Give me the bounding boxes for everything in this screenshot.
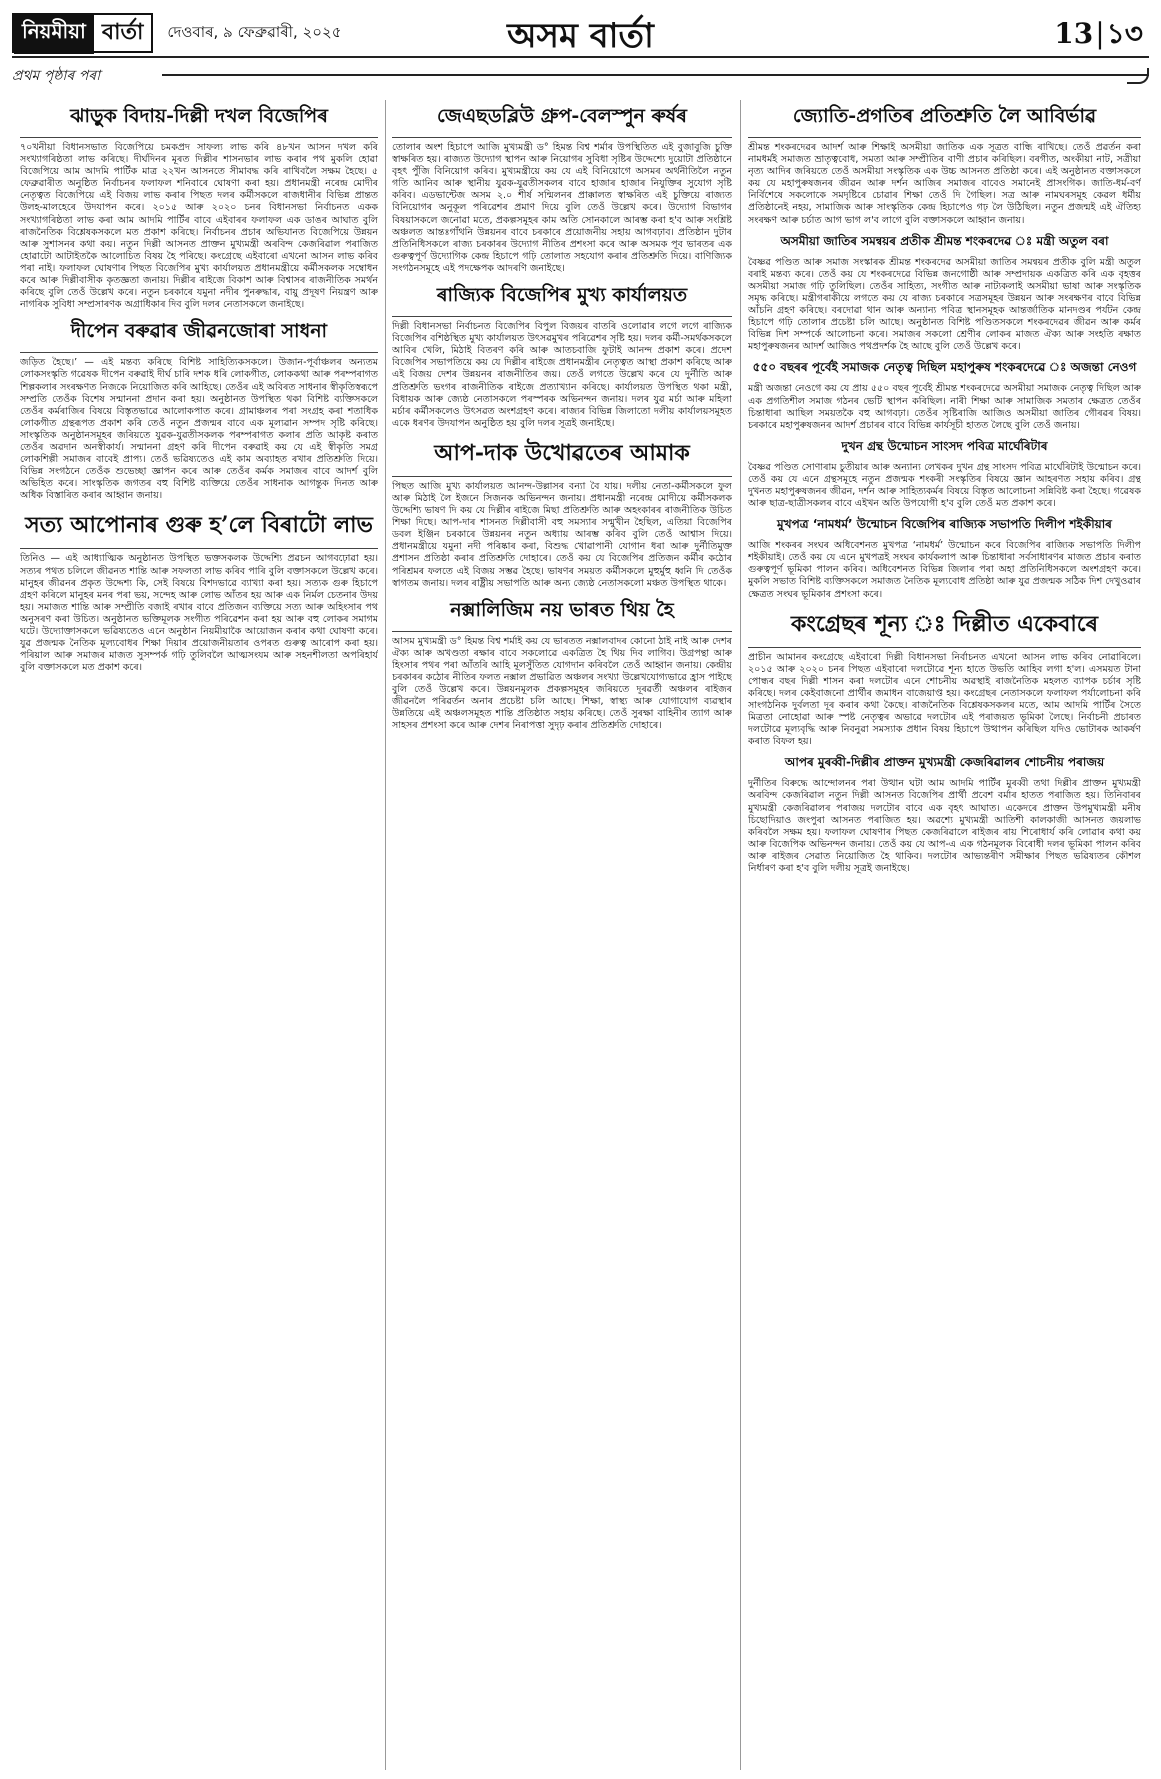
article-subheading: মুখপত্ৰ ‘নামধৰ্ম’ উন্মোচন বিজেপিৰ ৰাজ্যিক সভাপতি দিলীপ শইকীয়াৰ bbox=[777, 517, 1112, 532]
article-body: আজি শংকৰৰ সংঘৰ অধিবেশনত মুখপত্ৰ ‘নামধৰ্ম’ উন্মোচন কৰে বিজেপিৰ ৰাজ্যিক সভাপতি দিলীপ শইকীয়াই। তেওঁ কয় যে এনে মুখপত্ৰই সংঘৰ কাৰ্যকলাপ আৰু চিন্তাধাৰা সৰ্বসাধাৰণৰ মাজত প্ৰচাৰ কৰাত গুৰুত্বপূৰ্ণ ভূমিকা পালন কৰিব। অধিবেশনত বিভিন্ন জিলাৰ পৰা অহা প্ৰতিনিধিসকলে অংশগ্ৰহণ কৰে। মুকলি সভাত বিশিষ্ট ব্যক্তিসকলে সমাজত নৈতিক মূল্যবোধ প্ৰতিষ্ঠা আৰু যুৱ প্ৰজন্মক সঠিক দিশ দেখুওৱাৰ ক্ষেত্ৰত সংঘৰ ভূমিকাৰ প্ৰশংসা কৰে। bbox=[748, 540, 1141, 600]
page-number: 13|১৩ bbox=[1054, 17, 1143, 50]
column-divider bbox=[385, 100, 386, 1770]
logo-right-text: বাৰ্তা bbox=[101, 18, 144, 45]
article-headline: ৰাজ্যিক বিজেপিৰ মুখ্য কাৰ্যালয়ত bbox=[392, 281, 732, 317]
article-body: বৈষ্ণৱ পণ্ডিত সোণাৰাম চুতীয়াৰ আৰু অন্যান্য লেখকৰ দুখন গ্ৰন্থ সাংসদ পবিত্ৰ মাৰ্ঘেৰিটাই উন্মোচন কৰে। তেওঁ কয় যে এনে গ্ৰন্থসমূহে নতুন প্ৰজন্মক শংকৰী সংস্কৃতিৰ বিষয়ে জ্ঞান আহৰণত সহায় কৰিব। গ্ৰন্থ দুখনত মহাপুৰুষজনৰ জীৱন, দৰ্শন আৰু সাহিত্যকৰ্মৰ বিষয়ে বিস্তৃত আলোচনা সন্নিবিষ্ট কৰা হৈছে। গৱেষক আৰু ছাত্ৰ-ছাত্ৰীসকলৰ বাবে এইখন অতি উপযোগী হ'ব বুলি তেওঁ মত প্ৰকাশ কৰে। bbox=[748, 461, 1141, 510]
article-body: ৭০খনীয়া বিধানসভাত বিজেপিয়ে চমকপ্ৰদ সাফল্য লাভ কৰি ৪৮খন আসন দখল কৰি সংখ্যাগৰিষ্ঠতা লাভ কৰিছে। দীৰ্ঘদিনৰ মূৰত দিল্লীৰ শাসনভাৰ লাভ কৰাৰ পথ মুকলি হোৱা বিজেপিয়ে আম আদমি পাৰ্টিক মাত্ৰ ২২খন আসনতে সীমাবদ্ধ কৰি ৰাখিবলৈ সক্ষম হৈছে। ৫ ফেব্ৰুৱাৰীত অনুষ্ঠিত নিৰ্বাচনৰ ফলাফল শনিবাৰে ঘোষণা কৰা হয়। প্ৰধানমন্ত্ৰী নৰেন্দ্ৰ মোদীৰ নেতৃত্বত বিজেপিয়ে এই বিজয় লাভ কৰাৰ পিছত দলৰ কৰ্মীসকলে ৰাজধানীৰ বিভিন্ন প্ৰান্তত উলহ-মালহেৰে উদযাপন কৰে। ২০১৫ আৰু ২০২০ চনৰ বিধানসভা নিৰ্বাচনত একক সংখ্যাগৰিষ্ঠতা লাভ কৰা আম আদমি পাৰ্টিৰ বাবে এইবাৰৰ ফলাফল এক ডাঙৰ আঘাত বুলি ৰাজনৈতিক বিশ্লেষকসকলে মত প্ৰকাশ কৰিছে। নিৰ্বাচনৰ প্ৰচাৰ অভিযানত বিজেপিয়ে উন্নয়ন আৰু সুশাসনৰ কথা কয়। নতুন দিল্লী আসনত প্ৰাক্তন মুখ্যমন্ত্ৰী অৰবিন্দ কেজৰিৱাল পৰাজিত হোৱাটো আটাইতকৈ আলোচিত বিষয় হৈ পৰিছে। কংগ্ৰেছে এইবাৰো এখনো আসন লাভ কৰিব পৰা নাই। ফলাফল ঘোষণাৰ পিছত বিজেপিৰ মুখ্য কাৰ্যালয়ত প্ৰধানমন্ত্ৰীয়ে কৰ্মীসকলক সম্বোধন কৰে আৰু দিল্লীবাসীক কৃতজ্ঞতা জনায়। দিল্লীৰ ৰাইজে বিকাশ আৰু বিশ্বাসৰ ৰাজনীতিক সমৰ্থন কৰিছে বুলি তেওঁ উল্লেখ কৰে। নতুন চৰকাৰে যমুনা নদীৰ পুনৰুদ্ধাৰ, বায়ু প্ৰদূষণ নিয়ন্ত্ৰণ আৰু নাগৰিক সুবিধা সম্প্ৰসাৰণক অগ্ৰাধিকাৰ দিব বুলি দলৰ নেতাসকলে জনাইছে। bbox=[20, 142, 378, 311]
continuation-label: প্ৰথম পৃষ্ঠাৰ পৰা bbox=[12, 68, 101, 84]
article-body: দিল্লী বিধানসভা নিৰ্বাচনত বিজেপিৰ বিপুল বিজয়ৰ বাতৰি ওলোৱাৰ লগে লগে ৰাজ্যিক বিজেপিৰ বশিষ্ঠস্থিত মুখ্য কাৰ্যালয়ত উৎসৱমুখৰ পৰিৱেশৰ সৃষ্টি হয়। দলৰ কৰ্মী-সমৰ্থকসকলে আবিৰ খেলি, মিঠাই বিতৰণ কৰি আৰু আতচবাজি ফুটাই আনন্দ প্ৰকাশ কৰে। প্ৰদেশ বিজেপিৰ সভাপতিয়ে কয় যে দিল্লীৰ ৰাইজে প্ৰধানমন্ত্ৰীৰ নেতৃত্বত আস্থা প্ৰকাশ কৰিছে আৰু এই বিজয় দেশৰ উন্নয়নৰ ৰাজনীতিৰ জয়। তেওঁ লগতে উল্লেখ কৰে যে দুৰ্নীতি আৰু প্ৰতিশ্ৰুতি ভংগৰ ৰাজনীতিক ৰাইজে প্ৰত্যাখ্যান কৰিছে। কাৰ্যালয়ত উপস্থিত থকা মন্ত্ৰী, বিধায়ক আৰু জ্যেষ্ঠ নেতাসকলে পৰস্পৰক অভিনন্দন জনায়। দলৰ যুৱ মৰ্চা আৰু মহিলা মৰ্চাৰ কৰ্মীসকলেও উৎসৱত অংশগ্ৰহণ কৰে। ৰাজ্যৰ বিভিন্ন জিলাতো দলীয় কাৰ্যালয়সমূহত একে ধৰণৰ উদযাপন অনুষ্ঠিত হয় বুলি দলৰ সূত্ৰই জনাইছে। bbox=[392, 321, 732, 429]
page-number-latin: 13 bbox=[1054, 17, 1094, 50]
article-headline: আপ-দাক উখোৱতেৰ আমাক bbox=[392, 436, 732, 477]
masthead bbox=[12, 10, 1149, 58]
article-body: প্ৰাচীন আমানৰ কংগ্ৰেছে এইবাৰো দিল্লী বিধানসভা নিৰ্বাচনত এখনো আসন লাভ কৰিব নোৱাৰিলে। ২০১৫ আৰু ২০২০ চনৰ পিছত এইবাৰো দলটোৱে শূন্য হাতে উভতি আহিব লগা হ'ল। এসময়ত টানা পোন্ধৰ বছৰ দিল্লী শাসন কৰা দলটোৰ এনে শোচনীয় অৱস্থাই ৰাজনৈতিক মহলত ব্যাপক চৰ্চাৰ সৃষ্টি কৰিছে। দলৰ কেইবাজনো প্ৰাৰ্থীৰ জমাধন বাজেয়াপ্ত হয়। কংগ্ৰেছৰ নেতাসকলে ফলাফল পৰ্যালোচনা কৰি সাংগঠনিক দুৰ্বলতা দূৰ কৰাৰ কথা কৈছে। ৰাজনৈতিক বিশ্লেষকসকলৰ মতে, আম আদমি পাৰ্টিৰ সৈতে মিত্ৰতা নোহোৱা আৰু স্পষ্ট নেতৃত্বৰ অভাৱে দলটোৰ এই পৰাজয়ত ভূমিকা লৈছে। নিৰ্বাচনী প্ৰচাৰত দলটোৱে মূল্যবৃদ্ধি আৰু নিবনুৱা সমস্যাক প্ৰধান বিষয় হিচাপে উত্থাপন কৰিছিল যদিও ভোটাৰক আকৰ্ষণ কৰাত বিফল হয়। bbox=[748, 651, 1141, 748]
article-headline: কংগ্ৰেছৰ শূন্য ঃ দিল্লীত একেবাৰে bbox=[748, 607, 1141, 648]
article-body: আসম মুখ্যমন্ত্ৰী ড° হিমন্ত বিশ্ব শৰ্মাই কয় যে ভাৰতত নক্সালবাদৰ কোনো ঠাই নাই আৰু দেশৰ ঐক্য আৰু অখণ্ডতা ৰক্ষাৰ বাবে সকলোৱে একত্ৰিত হৈ থিয় দিব লাগিব। উগ্ৰপন্থা আৰু হিংসাৰ পথৰ পৰা আঁতৰি আহি মূলসুঁতিত যোগদান কৰিবলৈ তেওঁ আহ্বান জনায়। কেন্দ্ৰীয় চৰকাৰৰ কঠোৰ নীতিৰ ফলত নক্সাল প্ৰভাৱিত অঞ্চলৰ সংখ্যা উল্লেখযোগ্যভাৱে হ্ৰাস পাইছে বুলি তেওঁ উল্লেখ কৰে। উন্নয়নমূলক প্ৰকল্পসমূহৰ জৰিয়তে দূৰৱৰ্তী অঞ্চলৰ ৰাইজৰ জীৱনলৈ পৰিৱৰ্তন অনাৰ প্ৰচেষ্টা চলি আছে। শিক্ষা, স্বাস্থ্য আৰু যোগাযোগ ব্যৱস্থাৰ উন্নতিয়ে এই অঞ্চলসমূহত শান্তি প্ৰতিষ্ঠাত সহায় কৰিছে। তেওঁ সুৰক্ষা বাহিনীৰ ত্যাগ আৰু সাহসৰ প্ৰশংসা কৰে আৰু দেশৰ নিৰাপত্তা সুদৃঢ় কৰাৰ প্ৰতিশ্ৰুতি দোহাৰে। bbox=[392, 635, 732, 732]
article-body: জড়িত হৈছে।’ — এই মন্তব্য কৰিছে বিশিষ্ট সাহিত্যিকসকলে। উজান-পূৰ্বাঞ্চলৰ অন্যতম লোকসংস্কৃতি গৱেষক দীপেন বৰুৱাই দীৰ্ঘ চাৰি দশক ধৰি লোকগীত, লোককথা আৰু পৰম্পৰাগত শিল্পকলাৰ সংৰক্ষণত নিজকে নিয়োজিত কৰি আহিছে। তেওঁৰ এই অবিৰত সাধনাৰ স্বীকৃতিস্বৰূপে সম্প্ৰতি তেওঁক বিশেষ সন্মাননা প্ৰদান কৰা হয়। অনুষ্ঠানত উপস্থিত থকা বিশিষ্ট ব্যক্তিসকলে তেওঁৰ কৰ্মৰাজিৰ বিষয়ে বিস্তৃতভাৱে আলোকপাত কৰে। গ্ৰামাঞ্চলৰ পৰা সংগ্ৰহ কৰা শতাধিক লোকগীত গ্ৰন্থৰূপত প্ৰকাশ কৰি তেওঁ নতুন প্ৰজন্মৰ বাবে এক মূল্যৱান সম্পদ সৃষ্টি কৰিছে। সাংস্কৃতিক অনুষ্ঠানসমূহৰ জৰিয়তে যুৱক-যুৱতীসকলক পৰম্পৰাগত কলাৰ প্ৰতি আকৃষ্ট কৰাত তেওঁৰ অৱদান অনস্বীকাৰ্য। সন্মাননা গ্ৰহণ কৰি দীপেন বৰুৱাই কয় যে এই স্বীকৃতি সমগ্ৰ লোকশিল্পী সমাজৰ বাবেই প্ৰাপ্য। তেওঁ ভৱিষ্যতেও এই কাম অব্যাহত ৰখাৰ প্ৰতিশ্ৰুতি দিয়ে। বিভিন্ন সংগঠনে তেওঁক শুভেচ্ছা জ্ঞাপন কৰে আৰু তেওঁৰ কৰ্মক সমাজৰ বাবে আদৰ্শ বুলি অভিহিত কৰে। সাংস্কৃতিক জগতৰ বহু বিশিষ্ট ব্যক্তিয়ে তেওঁৰ সাধনাক আগন্তুক দিনত আৰু অধিক বিস্তাৰিত কৰাৰ আহ্বান জনায়। bbox=[20, 357, 378, 502]
article-body: তোলাৰ অংশ হিচাপে আজি মুখ্যমন্ত্ৰী ড° হিমন্ত বিশ্ব শৰ্মাৰ উপস্থিতিত এই বুজাবুজি চুক্তি স্বাক্ষৰিত হয়। ৰাজ্যত উদ্যোগ স্থাপন আৰু নিয়োগৰ সুবিধা সৃষ্টিৰ উদ্দেশ্যে দুয়োটা প্ৰতিষ্ঠানে বৃহৎ পুঁজি বিনিয়োগ কৰিব। মুখ্যমন্ত্ৰীয়ে কয় যে এই বিনিয়োগে অসমৰ অৰ্থনীতিলৈ নতুন গতি আনিব আৰু স্থানীয় যুৱক-যুৱতীসকলৰ বাবে হাজাৰ হাজাৰ নিযুক্তিৰ সুযোগ সৃষ্টি কৰিব। এডভান্টেজ অসম ২.০ শীৰ্ষ সন্মিলনৰ প্ৰাক্কালত স্বাক্ষৰিত এই চুক্তিয়ে ৰাজ্যত বিনিয়োগৰ অনুকূল পৰিৱেশৰ প্ৰমাণ দিয়ে বুলি তেওঁ উল্লেখ কৰে। উদ্যোগ বিভাগৰ বিষয়াসকলে জনোৱা মতে, প্ৰকল্পসমূহৰ কাম অতি সোনকালে আৰম্ভ কৰা হ'ব আৰু সংশ্লিষ্ট অঞ্চলত আন্তঃগাঁথনি উন্নয়নৰ বাবে চৰকাৰে প্ৰয়োজনীয় সহায় আগবঢ়াব। প্ৰতিষ্ঠান দুটাৰ প্ৰতিনিধিসকলে ৰাজ্য চৰকাৰৰ উদ্যোগ নীতিৰ প্ৰশংসা কৰে আৰু অসমক পূব ভাৰতৰ এক গুৰুত্বপূৰ্ণ উদ্যোগিক কেন্দ্ৰ হিচাপে গঢ়ি তোলাত সহযোগ কৰাৰ প্ৰতিশ্ৰুতি দিয়ে। বাণিজ্যিক সংগঠনসমূহে এই পদক্ষেপক আদৰণি জনাইছে। bbox=[392, 142, 732, 274]
newspaper-logo bbox=[12, 13, 153, 53]
article-headline: নক্সালিজিম নয় ভাৰত থিয় হৈ bbox=[392, 596, 732, 632]
column-right bbox=[748, 100, 1141, 1770]
page-number-bengali: ১৩ bbox=[1106, 17, 1143, 50]
column-divider bbox=[740, 100, 741, 1770]
article-headline: জেএছডব্লিউ গ্ৰুপ-বেলস্পুন ৰুৰ্ষৰ bbox=[392, 102, 732, 138]
article-body: তিনিও — এই আধ্যাত্মিক অনুষ্ঠানত উপস্থিত ভক্তসকলক উদ্দেশ্যি প্ৰৱচন আগবঢ়োৱা হয়। সত্যৰ পথত চলিলে জীৱনত শান্তি আৰু সফলতা লাভ কৰিব পাৰি বুলি বক্তাসকলে উল্লেখ কৰে। মানুহৰ জীৱনৰ প্ৰকৃত উদ্দেশ্য কি, সেই বিষয়ে বিশদভাৱে ব্যাখ্যা কৰা হয়। সত্যক গুৰু হিচাপে গ্ৰহণ কৰিলে মানুহৰ মনৰ পৰা ভয়, সন্দেহ আৰু লোভ আঁতৰ হয় আৰু এক নিৰ্মল চেতনাৰ উদয় হয়। সমাজত শান্তি আৰু সম্প্ৰীতি বজাই ৰখাৰ বাবে প্ৰতিজন ব্যক্তিয়ে সত্য আৰু অহিংসাৰ পথ অনুসৰণ কৰা উচিত। অনুষ্ঠানত ভক্তিমূলক সংগীত পৰিৱেশন কৰা হয় আৰু বহু লোকৰ সমাগম ঘটে। উদ্যোক্তাসকলে ভৱিষ্যতেও এনে অনুষ্ঠান নিয়মীয়াকৈ আয়োজন কৰাৰ কথা ঘোষণা কৰে। যুৱ প্ৰজন্মক নৈতিক মূল্যবোধৰ শিক্ষা দিয়াৰ প্ৰয়োজনীয়তাৰ ওপৰত গুৰুত্ব আৰোপ কৰা হয়। পৰিয়াল আৰু সমাজৰ মাজত সুসম্পৰ্ক গঢ়ি তুলিবলৈ আত্মসংযম আৰু সহনশীলতা অপৰিহাৰ্য বুলি বক্তাসকলে মত প্ৰকাশ কৰে। bbox=[20, 553, 378, 674]
article-body: শ্ৰীমন্ত শংকৰদেৱৰ আদৰ্শ আৰু শিক্ষাই অসমীয়া জাতিক এক সূত্ৰত বান্ধি ৰাখিছে। তেওঁ প্ৰৱৰ্তন কৰা নামধৰ্মই সমাজত ভ্ৰাতৃত্ববোধ, সমতা আৰু সম্প্ৰীতিৰ বাণী প্ৰচাৰ কৰিছিল। বৰগীত, অংকীয়া নাট, সত্ৰীয়া নৃত্য আদিৰ জৰিয়তে তেওঁ অসমীয়া সংস্কৃতিক এক উচ্চ আসনত প্ৰতিষ্ঠা কৰে। এই অনুষ্ঠানত বক্তাসকলে কয় যে মহাপুৰুষজনৰ জীৱন আৰু দৰ্শন আজিৰ সমাজৰ বাবেও সমানেই প্ৰাসংগিক। জাতি-ধৰ্ম-বৰ্ণ নিৰ্বিশেষে সকলোকে সমদৃষ্টিৰে চোৱাৰ শিক্ষা তেওঁ দি গৈছিল। সত্ৰ আৰু নামঘৰসমূহ কেৱল ধৰ্মীয় প্ৰতিষ্ঠানেই নহয়, সামাজিক আৰু সাংস্কৃতিক কেন্দ্ৰ হিচাপেও গঢ় লৈ উঠিছিল। নতুন প্ৰজন্মই এই ঐতিহ্য সংৰক্ষণ আৰু চৰ্চাত আগ ভাগ ল'ব লাগে বুলি বক্তাসকলে আহ্বান জনায়। bbox=[748, 142, 1141, 226]
article-subheading: আপৰ মুৰব্বী-দিল্লীৰ প্ৰাক্তন মুখ্যমন্ত্ৰী কেজৰিৱালৰ শোচনীয় পৰাজয় bbox=[784, 755, 1105, 770]
article-body: বৈষ্ণৱ পণ্ডিত আৰু সমাজ সংস্কাৰক শ্ৰীমন্ত শংকৰদেৱ অসমীয়া জাতিৰ সমন্বয়ৰ প্ৰতীক বুলি মন্ত্ৰী অতুল বৰাই মন্তব্য কৰে। তেওঁ কয় যে শংকৰদেৱে বিভিন্ন জনগোষ্ঠী আৰু সম্প্ৰদায়ক একত্ৰিত কৰি এক বৃহত্তৰ অসমীয়া সমাজ গঢ়ি তুলিছিল। তেওঁৰ সাহিত্য, সংগীত আৰু নাট্যকলাই অসমীয়া ভাষা আৰু সংস্কৃতিক সমৃদ্ধ কৰিছে। মন্ত্ৰীগৰাকীয়ে লগতে কয় যে ৰাজ্য চৰকাৰে সত্ৰসমূহৰ উন্নয়ন আৰু সংৰক্ষণৰ বাবে বিভিন্ন আঁচনি গ্ৰহণ কৰিছে। বৰদোৱা থান আৰু অন্যান্য পবিত্ৰ স্থানসমূহক আন্তৰ্জাতিক মানদণ্ডৰ পৰ্যটন কেন্দ্ৰ হিচাপে গঢ়ি তোলাৰ প্ৰচেষ্টা চলি আছে। অনুষ্ঠানত বিশিষ্ট পণ্ডিতসকলে শংকৰদেৱৰ জীৱন আৰু কৰ্মৰ বিভিন্ন দিশ সম্পৰ্কে আলোচনা কৰে। সমাজৰ সকলো শ্ৰেণীৰ লোকৰ মাজত ঐক্য আৰু সংহতি ৰক্ষাত মহাপুৰুষজনৰ আদৰ্শ আজিও পথপ্ৰদৰ্শক হৈ আছে বুলি তেওঁ উল্লেখ কৰে। bbox=[748, 256, 1141, 353]
article-body: মন্ত্ৰী অজন্তা নেওগে কয় যে প্ৰায় ৫৫০ বছৰ পূৰ্বেই শ্ৰীমন্ত শংকৰদেৱে অসমীয়া সমাজক নেতৃত্ব দিছিল আৰু এক প্ৰগতিশীল সমাজ গঠনৰ ভেটি স্থাপন কৰিছিল। নাৰী শিক্ষা আৰু সামাজিক সমতাৰ ক্ষেত্ৰত তেওঁৰ চিন্তাধাৰা আছিল সময়তকৈ বহু আগবঢ়া। তেওঁৰ সৃষ্টিৰাজি আজিও অসমীয়া জাতিৰ গৌৰৱৰ বিষয়। চৰকাৰে মহাপুৰুষজনৰ আদৰ্শ প্ৰচাৰৰ বাবে বিভিন্ন কাৰ্যসূচী হাতত লৈছে বুলি তেওঁ জনায়। bbox=[748, 383, 1141, 431]
article-body: পিছত আজি মুখ্য কাৰ্যালয়ত আনন্দ-উল্লাসৰ বন্যা বৈ যায়। দলীয় নেতা-কৰ্মীসকলে ফুল আৰু মিঠাই লৈ ইজনে সিজনক অভিনন্দন জনায়। প্ৰধানমন্ত্ৰী নৰেন্দ্ৰ মোদীয়ে কৰ্মীসকলক উদ্দেশ্যি ভাষণ দি কয় যে দিল্লীৰ ৰাইজে মিছা প্ৰতিশ্ৰুতি আৰু অহংকাৰৰ ৰাজনীতিক উচিত শিক্ষা দিছে। আপ-দাৰ শাসনত দিল্লীবাসী বহু সমস্যাৰ সন্মুখীন হৈছিল, এতিয়া বিজেপিৰ ডবল ইঞ্জিন চৰকাৰে উন্নয়নৰ নতুন অধ্যায় আৰম্ভ কৰিব বুলি তেওঁ আশ্বাস দিয়ে। প্ৰধানমন্ত্ৰীয়ে যমুনা নদী পৰিষ্কাৰ কৰা, বিশুদ্ধ খোৱাপানী যোগান ধৰা আৰু দুৰ্নীতিমুক্ত প্ৰশাসন প্ৰতিষ্ঠা কৰাৰ প্ৰতিশ্ৰুতি দোহাৰে। তেওঁ কয় যে বিজেপিৰ প্ৰতিজন কৰ্মীৰ কঠোৰ পৰিশ্ৰমৰ ফলতে এই বিজয় সম্ভৱ হৈছে। ভাষণৰ সময়ত কৰ্মীসকলে মুহুৰ্মুহু ধ্বনি দি তেওঁক স্বাগতম জনায়। দলৰ ৰাষ্ট্ৰীয় সভাপতি আৰু অন্য জ্যেষ্ঠ নেতাসকলো মঞ্চত উপস্থিত থাকে। bbox=[392, 480, 732, 589]
article-headline: দীপেন বৰুৱাৰ জীৱনজোৰা সাধনা bbox=[20, 317, 378, 353]
article-headline: সত্য আপোনাৰ গুৰু হ’লে বিৰাটো লাভ bbox=[20, 508, 378, 549]
logo-left-text: নিয়মীয়া bbox=[14, 13, 94, 54]
section-title: অসম বাৰ্তা bbox=[507, 16, 654, 56]
article-body: দুৰ্নীতিৰ বিৰুদ্ধে আন্দোলনৰ পৰা উত্থান ঘটা আম আদমি পাৰ্টিৰ মুৰব্বী তথা দিল্লীৰ প্ৰাক্তন মুখ্যমন্ত্ৰী অৰবিন্দ কেজৰিৱাল নতুন দিল্লী আসনত বিজেপিৰ প্ৰাৰ্থী প্ৰবেশ বৰ্মাৰ হাতত পৰাজিত হয়। তিনিবাৰৰ মুখ্যমন্ত্ৰী কেজৰিৱালৰ পৰাজয় দলটোৰ বাবে এক বৃহৎ আঘাত। একেদৰে প্ৰাক্তন উপমুখ্যমন্ত্ৰী মনীষ চিছোদিয়াও জংপুৰা আসনত পৰাজিত হয়। অৱশ্যে মুখ্যমন্ত্ৰী আতিশী কালকাজী আসনত জয়লাভ কৰিবলৈ সক্ষম হয়। ফলাফল ঘোষণাৰ পিছত কেজৰিৱালে ৰাইজৰ ৰায় শিৰোধাৰ্য কৰি লোৱাৰ কথা কয় আৰু বিজেপিক অভিনন্দন জনায়। তেওঁ কয় যে আপ-এ এক গঠনমূলক বিৰোধী দলৰ ভূমিকা পালন কৰিব আৰু ৰাইজৰ সেৱাত নিয়োজিত হৈ থাকিব। দলটোৰ আভ্যন্তৰীণ সমীক্ষাৰ পিছত ভৱিষ্যতৰ কৌশল নিৰ্ধাৰণ কৰা হ'ব বুলি দলীয় সূত্ৰই জনাইছে। bbox=[748, 778, 1141, 875]
column-left bbox=[20, 100, 378, 1770]
column-middle bbox=[392, 100, 732, 1770]
article-subheading: ৫৫০ বছৰৰ পূৰ্বেই সমাজক নেতৃত্ব দিছিল মহাপুৰুষ শংকৰদেৱে ঃ অজন্তা নেওগ bbox=[752, 360, 1137, 375]
publication-date: দেওবাৰ, ৯ ফেব্ৰুৱাৰী, ২০২৫ bbox=[167, 22, 342, 41]
article-headline: ঝাড়ুক বিদায়-দিল্লী দখল বিজেপিৰ bbox=[20, 102, 378, 138]
decorative-rule bbox=[162, 74, 1149, 76]
continuation-strip bbox=[12, 64, 1149, 94]
article-headline: জ্যোতি-প্ৰগতিৰ প্ৰতিশ্ৰুতি লৈ আবিৰ্ভাৱ bbox=[748, 102, 1141, 138]
article-subheading: দুখন গ্ৰন্থ উন্মোচন সাংসদ পবিত্ৰ মাৰ্ঘেৰিটাৰ bbox=[841, 438, 1048, 453]
article-subheading: অসমীয়া জাতিৰ সমন্বয়ৰ প্ৰতীক শ্ৰীমন্ত শংকৰদেৱ ঃ মন্ত্ৰী অতুল বৰা bbox=[780, 233, 1109, 248]
